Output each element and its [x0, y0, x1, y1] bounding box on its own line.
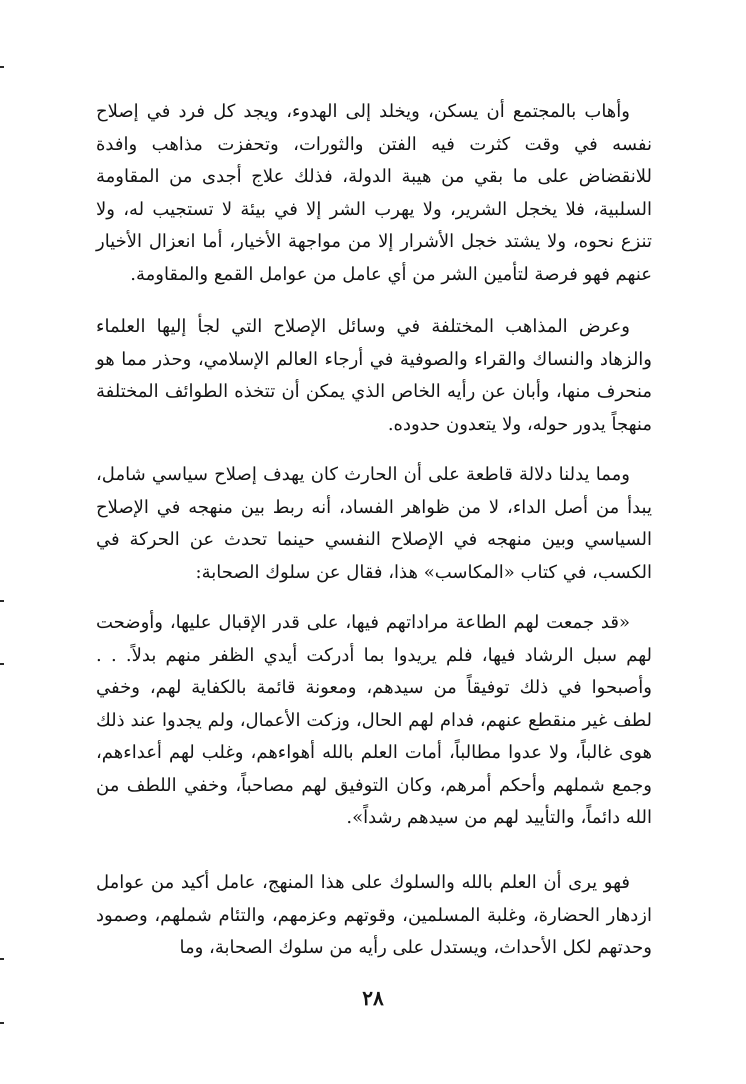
quote-paragraph: [96, 607, 652, 835]
paragraph-3: [96, 459, 652, 589]
scan-edge-mark: [0, 600, 4, 602]
paragraph-2-text: وعرض المذاهب المختلفة في وسائل الإصلاح التي لجأ إليها العلماء والزهاد والنساك والقراء والصوفية في أرجاء العالم الإسلامي، وحذر مما هو منحرف منها، وأبان عن رأيه الخاص الذي يمكن أن تتخذه الطوائف المختلفة منهجاً يدور حوله، ولا يتعدون حدوده.: [96, 316, 652, 435]
paragraph-5: [96, 867, 652, 965]
paragraph-3-text: ومما يدلنا دلالة قاطعة على أن الحارث كان يهدف إصلاح سياسي شامل، يبدأ من أصل الداء، لا من ظواهر الفساد، أنه ربط بين منهجه في الإصلاح السياسي وبين منهجه في الإصلاح النفسي حينما تحدث عن الحركة في الكسب، في كتاب «المكاسب» هذا، فقال عن سلوك الصحابة:: [96, 464, 652, 583]
paragraph-1: [96, 96, 652, 291]
scan-edge-mark: [0, 1022, 4, 1024]
scan-edge-mark: [0, 958, 4, 960]
paragraph-5-text: فهو يرى أن العلم بالله والسلوك على هذا المنهج، عامل أكيد من عوامل ازدهار الحضارة، وغلبة المسلمين، وقوتهم وعزمهم، والتئام شملهم، وصمود وحدتهم لكل الأحداث، ويستدل على رأيه من سلوك الصحابة، وما: [96, 872, 652, 958]
scan-edge-mark: [0, 66, 4, 68]
paragraph-1-text: وأهاب بالمجتمع أن يسكن، ويخلد إلى الهدوء، ويجد كل فرد في إصلاح نفسه في وقت كثرت فيه الفتن والثورات، وتحفزت مذاهب وافدة للانقضاض على ما بقي من هيبة الدولة، فذلك علاج أجدى من المقاومة السلبية، فلا يخجل الشرير، ولا يهرب الشر إلا في بيئة لا تستجيب له، ولا تنزع نحوه، ولا يشتد خجل الأشرار إلا من مواجهة الأخيار، أما انعزال الأخيار عنهم فهو فرصة لتأمين الشر من أي عامل من عوامل القمع والمقاومة.: [96, 101, 652, 285]
page-number: ٢٨: [362, 986, 384, 1010]
scan-edge-mark: [0, 663, 4, 665]
paragraph-2: [96, 311, 652, 441]
quote-paragraph-text: «قد جمعت لهم الطاعة مراداتهم فيها، على قدر الإقبال عليها، وأوضحت لهم سبل الرشاد فيها، فلم يريدوا بما أدركت أيدي الظفر منهم بدلاً. . . وأصبحوا في ذلك توفيقاً من سيدهم، ومعونة قائمة بالكفاية لهم، وخفي لطف غير منقطع عنهم، فدام لهم الحال، وزكت الأعمال، ولم يجدوا عند ذلك هوى غالباً، ولا عدوا مطالباً، أمات العلم بالله أهواءهم، وغلب لهم أعداءهم، وجمع شملهم وأحكم أمرهم، وكان التوفيق لهم مصاحباً، وخفي اللطف من الله دائماً، والتأييد لهم من سيدهم رشداً».: [96, 612, 652, 828]
